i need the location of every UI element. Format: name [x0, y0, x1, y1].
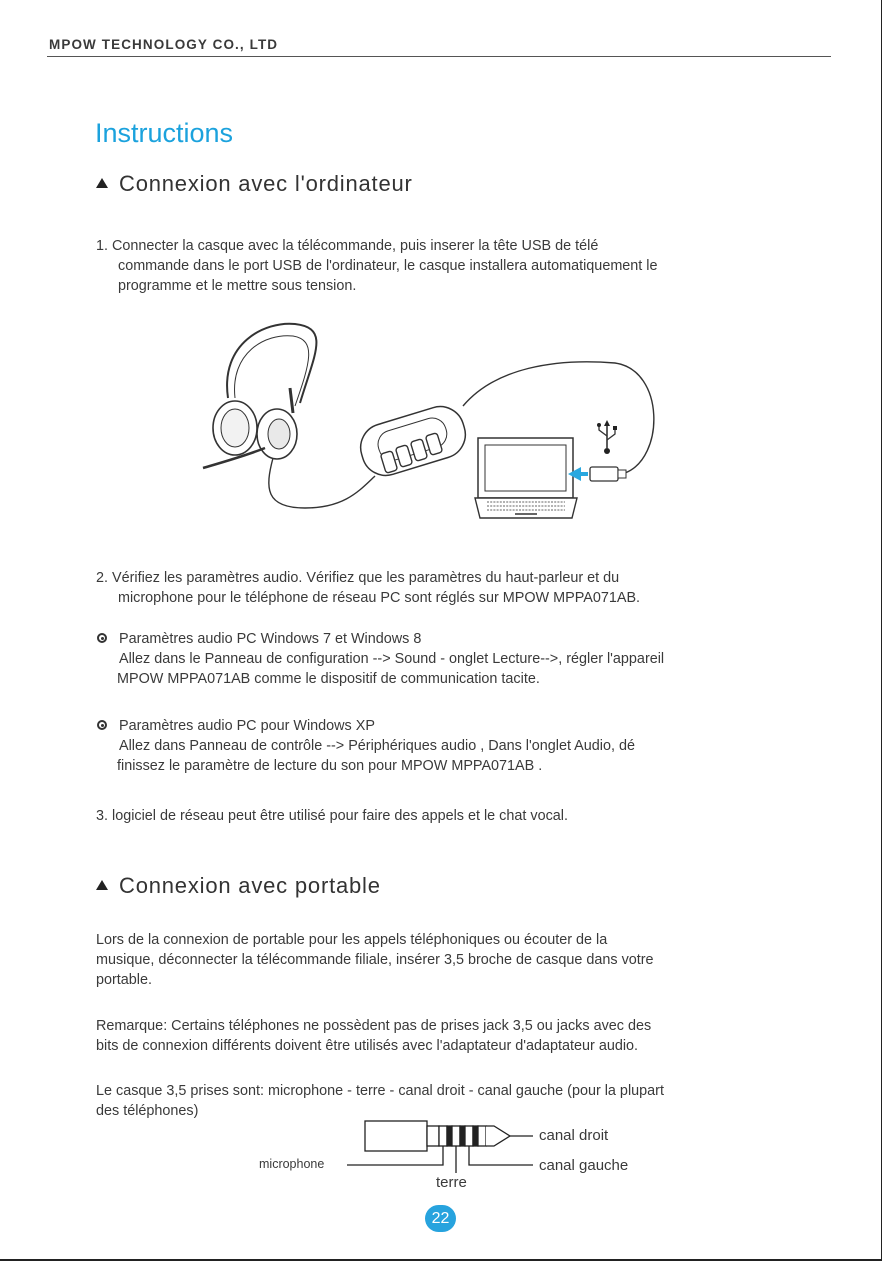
remark-line-2: bits de connexion différents doivent être utilisés avec l'adaptateur d'adaptateur audio. — [96, 1038, 639, 1054]
portable-para-1-line-3: portable. — [96, 972, 153, 988]
step-1 — [96, 236, 658, 296]
label-terre: terre — [436, 1174, 467, 1191]
page-number: 22 — [425, 1205, 456, 1232]
bullet-icon — [97, 633, 107, 643]
step-2 — [96, 568, 640, 608]
win7-settings — [119, 629, 664, 689]
jack-plug-diagram — [250, 1115, 650, 1195]
company-name: MPOW TECHNOLOGY CO., LTD — [49, 37, 279, 52]
section-heading-portable — [96, 873, 381, 899]
step-1-line-3: programme et le mettre sous tension. — [118, 278, 357, 294]
portable-para-1-line-2: musique, déconnecter la télécommande filiale, insérer 3,5 broche de casque dans votre — [96, 952, 654, 968]
label-canal-gauche: canal gauche — [539, 1157, 629, 1174]
header-rule — [47, 56, 831, 57]
win7-line-2: MPOW MPPA071AB comme le dispositif de communication tacite. — [117, 671, 540, 687]
winxp-line-2: finissez le paramètre de lecture du son pour MPOW MPPA071AB . — [117, 758, 543, 774]
jack-description-line-2: des téléphones) — [96, 1103, 199, 1119]
page-title: Instructions — [95, 118, 234, 148]
step-2-line-2: microphone pour le téléphone de réseau PC sont réglés sur MPOW MPPA071AB. — [118, 590, 641, 606]
bullet-icon — [97, 720, 107, 730]
winxp-line-1: Allez dans Panneau de contrôle --> Périphériques audio , Dans l'onglet Audio, dé — [119, 738, 635, 754]
label-canal-droit: canal droit — [539, 1127, 609, 1144]
label-microphone: microphone — [259, 1157, 325, 1171]
triangle-icon — [96, 880, 108, 890]
headset-connection-illustration — [195, 318, 665, 528]
remark-line-1: Remarque: Certains téléphones ne possèdent pas de prises jack 3,5 ou jacks avec des — [96, 1018, 652, 1034]
section-heading-computer-text: Connexion avec l'ordinateur — [119, 171, 413, 196]
section-heading-computer — [96, 171, 413, 197]
jack-description-line-1: Le casque 3,5 prises sont: microphone - terre - canal droit - canal gauche (pour la plupart — [96, 1083, 664, 1099]
win7-heading: Paramètres audio PC Windows 7 et Windows 8 — [119, 631, 422, 647]
step-1-line-2: commande dans le port USB de l'ordinateur, le casque installera automatiquement le — [118, 258, 658, 274]
triangle-icon — [96, 178, 108, 188]
winxp-settings — [119, 716, 635, 776]
step-2-line-1: 2. Vérifiez les paramètres audio. Vérifiez que les paramètres du haut-parleur et du — [96, 570, 620, 586]
win7-line-1: Allez dans le Panneau de configuration --> Sound - onglet Lecture-->, régler l'appareil — [119, 651, 665, 667]
step-1-line-1: 1. Connecter la casque avec la télécommande, puis inserer la tête USB de télé — [96, 238, 599, 254]
step-3: 3. logiciel de réseau peut être utilisé pour faire des appels et le chat vocal. — [96, 808, 568, 824]
portable-para-1-line-1: Lors de la connexion de portable pour les appels téléphoniques ou écouter de la — [96, 932, 608, 948]
portable-para-1 — [96, 930, 654, 990]
section-heading-portable-text: Connexion avec portable — [119, 873, 381, 898]
winxp-heading: Paramètres audio PC pour Windows XP — [119, 718, 375, 734]
remark-para — [96, 1016, 651, 1056]
